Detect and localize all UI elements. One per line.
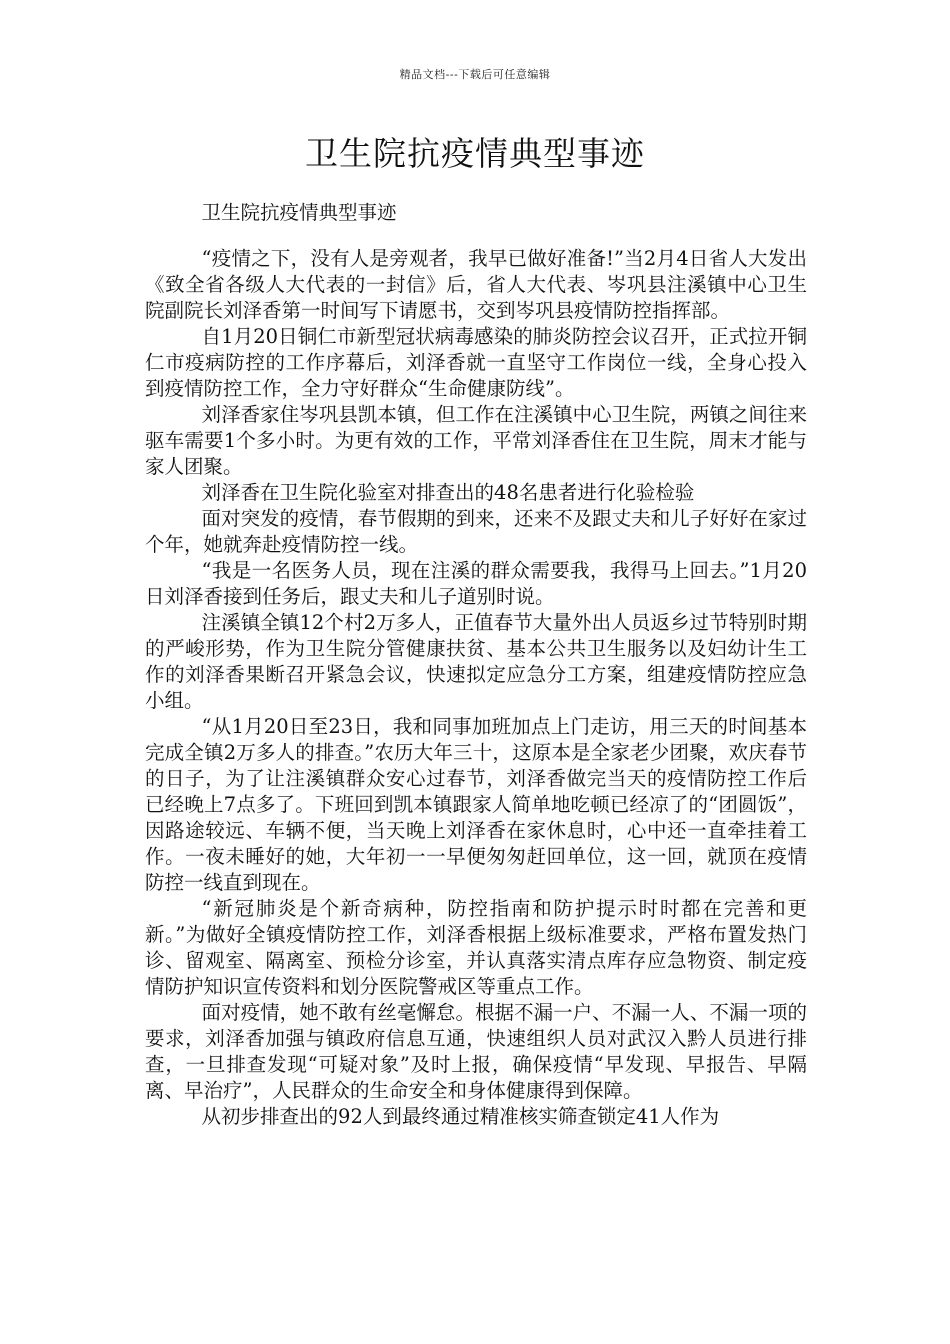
paragraph: 面对疫情，她不敢有丝毫懈怠。根据不漏一户、不漏一人、不漏一项的要求，刘泽香加强与镇政府信息互通，快速组织人员对武汉入黔人员进行排查，一旦排查发现“可疑对象”及时上报，确保疫情“早发现、早报告、早隔离、早治疗”，人民群众的生命安全和身体健康得到保障。 <box>145 1001 807 1102</box>
paragraph: 面对突发的疫情，春节假期的到来，还来不及跟丈夫和儿子好好在家过个年，她就奔赴疫情防控一线。 <box>145 507 807 556</box>
document-subtitle: 卫生院抗疫情典型事迹 <box>201 201 397 224</box>
paragraph: 刘泽香在卫生院化验室对排查出的48名患者进行化验检验 <box>201 481 695 504</box>
document-title: 卫生院抗疫情典型事迹 <box>305 134 645 173</box>
paragraph: 注溪镇全镇12个村2万多人，正值春节大量外出人员返乡过节特别时期的严峻形势，作为卫生院分管健康扶贫、基本公共卫生服务以及妇幼计生工作的刘泽香果断召开紧急会议，快速拟定应急分工方案，组建疫情防控应急小组。 <box>145 611 807 712</box>
paragraph: “新冠肺炎是个新奇病种，防控指南和防护提示时时都在完善和更新。”为做好全镇疫情防控工作，刘泽香根据上级标准要求，严格布置发热门诊、留观室、隔离室、预检分诊室，并认真落实清点库存应急物资、制定疫情防护知识宣传资料和划分医院警戒区等重点工作。 <box>145 897 807 998</box>
paragraph: 自1月20日铜仁市新型冠状病毒感染的肺炎防控会议召开，正式拉开铜仁市疫病防控的工作序幕后，刘泽香就一直坚守工作岗位一线，全身心投入到疫情防控工作，全力守好群众“生命健康防线”。 <box>145 325 807 400</box>
paragraph: 从初步排查出的92人到最终通过精准核实筛查锁定41人作为 <box>201 1105 720 1128</box>
page-header-note: 精品文档---下载后可任意编辑 <box>399 68 551 81</box>
paragraph: “我是一名医务人员，现在注溪的群众需要我，我得马上回去。”1月20日刘泽香接到任务后，跟丈夫和儿子道别时说。 <box>145 559 807 608</box>
paragraph: “从1月20日至23日，我和同事加班加点上门走访，用三天的时间基本完成全镇2万多人的排查。”农历大年三十，这原本是全家老少团聚，欢庆春节的日子，为了让注溪镇群众安心过春节，刘泽香做完当天的疫情防控工作后已经晚上7点多了。下班回到凯本镇跟家人简单地吃顿已经凉了的“团圆饭”，因路途较远、车辆不便，当天晚上刘泽香在家休息时，心中还一直牵挂着工作。一夜未睡好的她，大年初一一早便匆匆赶回单位，这一回，就顶在疫情防控一线直到现在。 <box>145 715 807 894</box>
paragraph: 刘泽香家住岑巩县凯本镇，但工作在注溪镇中心卫生院，两镇之间往来驱车需要1个多小时。为更有效的工作，平常刘泽香住在卫生院，周末才能与家人团聚。 <box>145 403 807 478</box>
document-body <box>145 196 807 1130</box>
paragraph: “疫情之下，没有人是旁观者，我早已做好准备!”当2月4日省人大发出《致全省各级人大代表的一封信》后，省人大代表、岑巩县注溪镇中心卫生院副院长刘泽香第一时间写下请愿书，交到岑巩县疫情防控指挥部。 <box>145 247 807 322</box>
